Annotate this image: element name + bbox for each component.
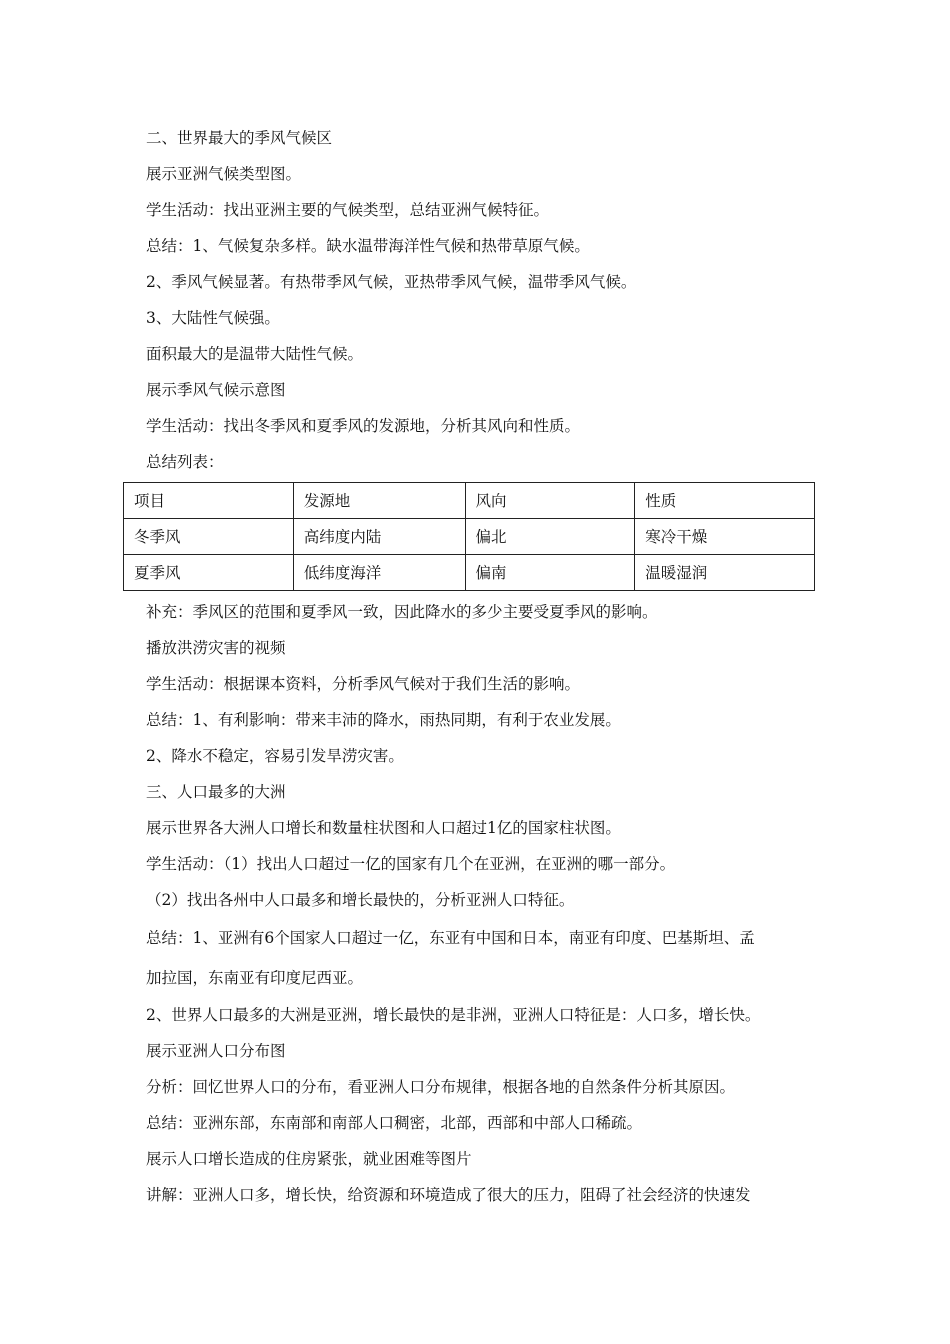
table-cell: 夏季风 — [124, 555, 294, 591]
table-header-row — [124, 483, 815, 519]
paragraph: 2、季风气候显著。有热带季风气候，亚热带季风气候，温带季风气候。 — [146, 273, 637, 291]
table-cell: 温暖湿润 — [635, 555, 815, 591]
paragraph: 总结：1、亚洲有6个国家人口超过一亿，东亚有中国和日本，南亚有印度、巴基斯坦、孟 — [146, 929, 755, 947]
paragraph: 总结列表： — [146, 453, 224, 471]
paragraph: 展示世界各大洲人口增长和数量柱状图和人口超过1亿的国家柱状图。 — [146, 819, 621, 837]
paragraph: 播放洪涝灾害的视频 — [146, 639, 286, 657]
table-cell: 高纬度内陆 — [293, 519, 465, 555]
paragraph: 学生活动：根据课本资料，分析季风气候对于我们生活的影响。 — [146, 675, 581, 693]
table-header-cell: 性质 — [635, 483, 815, 519]
paragraph: 补充：季风区的范围和夏季风一致，因此降水的多少主要受夏季风的影响。 — [146, 603, 658, 621]
paragraph: 总结：1、有利影响：带来丰沛的降水，雨热同期，有利于农业发展。 — [146, 711, 621, 729]
table-header-cell: 项目 — [124, 483, 294, 519]
table-cell: 寒冷干燥 — [635, 519, 815, 555]
paragraph: 加拉国，东南亚有印度尼西亚。 — [146, 969, 364, 987]
paragraph: 总结：亚洲东部，东南部和南部人口稠密，北部，西部和中部人口稀疏。 — [146, 1114, 643, 1132]
paragraph: 2、降水不稳定，容易引发旱涝灾害。 — [146, 747, 404, 765]
table-cell: 冬季风 — [124, 519, 294, 555]
paragraph: （2）找出各州中人口最多和增长最快的，分析亚洲人口特征。 — [146, 891, 575, 909]
section-heading-monsoon: 二、世界最大的季风气候区 — [146, 129, 333, 147]
paragraph: 总结：1、气候复杂多样。缺水温带海洋性气候和热带草原气候。 — [146, 237, 590, 255]
paragraph: 展示季风气候示意图 — [146, 381, 286, 399]
paragraph: 展示人口增长造成的住房紧张，就业困难等图片 — [146, 1150, 472, 1168]
table-header-cell: 风向 — [465, 483, 635, 519]
table-row — [124, 555, 815, 591]
section-heading-population: 三、人口最多的大洲 — [146, 783, 286, 801]
paragraph: 学生活动：（1）找出人口超过一亿的国家有几个在亚洲，在亚洲的哪一部分。 — [146, 855, 676, 873]
table-row — [124, 519, 815, 555]
paragraph: 讲解：亚洲人口多，增长快，给资源和环境造成了很大的压力，阻碍了社会经济的快速发 — [146, 1186, 751, 1204]
paragraph: 展示亚洲人口分布图 — [146, 1042, 286, 1060]
paragraph: 学生活动：找出冬季风和夏季风的发源地，分析其风向和性质。 — [146, 417, 581, 435]
table-cell: 低纬度海洋 — [293, 555, 465, 591]
paragraph: 3、大陆性气候强。 — [146, 309, 280, 327]
monsoon-summary-table — [123, 482, 815, 591]
table-header-cell: 发源地 — [293, 483, 465, 519]
table-cell: 偏北 — [465, 519, 635, 555]
paragraph: 分析：回忆世界人口的分布，看亚洲人口分布规律，根据各地的自然条件分析其原因。 — [146, 1078, 736, 1096]
paragraph: 展示亚洲气候类型图。 — [146, 165, 302, 183]
paragraph: 面积最大的是温带大陆性气候。 — [146, 345, 364, 363]
table-cell: 偏南 — [465, 555, 635, 591]
paragraph: 2、世界人口最多的大洲是亚洲，增长最快的是非洲，亚洲人口特征是：人口多，增长快。 — [146, 1006, 761, 1024]
paragraph: 学生活动：找出亚洲主要的气候类型，总结亚洲气候特征。 — [146, 201, 550, 219]
